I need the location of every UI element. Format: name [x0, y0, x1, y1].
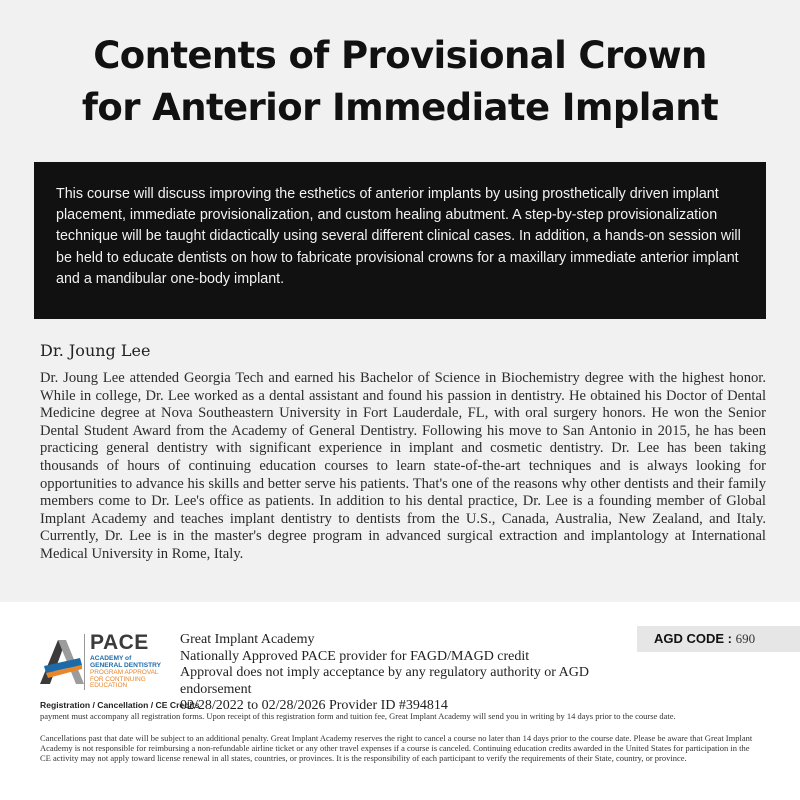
title-line-1: Contents of Provisional Crown	[93, 34, 707, 77]
course-description-box	[34, 162, 766, 319]
pace-divider	[84, 634, 85, 690]
agd-code-label: AGD CODE :	[654, 631, 732, 646]
provider-name: Great Implant Academy	[180, 632, 315, 647]
agd-code-badge	[637, 626, 800, 652]
registration-paragraph-1: payment must accompany all registration forms. Upon receipt of this registration form and tuition fee, Great Implant Academy will send you in writing by 14 days prior to the course date.	[40, 711, 676, 721]
pace-logo	[40, 631, 170, 696]
provider-info	[180, 632, 640, 715]
provider-dates: 02/28/2022 to 02/28/2026 Provider ID #394814	[180, 698, 448, 713]
title-line-2: for Anterior Immediate Implant	[81, 86, 719, 129]
instructor-name: Dr. Joung Lee	[40, 341, 151, 360]
registration-heading: Registration / Cancellation / CE Credits	[40, 700, 200, 710]
page-title	[0, 30, 800, 134]
registration-paragraph-2: Cancellations past that date will be subject to an additional penalty. Great Implant Academy reserves the right to cancel a course no later than 14 days prior to the course date. Please be aware that Great Implant Academy is not responsible for reimbursing a non-refundable airline ticket or any other travel expenses if a course is canceled. Continuing education credits awarded in the United States for participation in the CE activity may not apply toward license renewal in all states, countries, or provinces. It is the responsibility of each participant to verify the requirements of their State, country, or province.	[40, 733, 753, 764]
instructor-bio: Dr. Joung Lee attended Georgia Tech and earned his Bachelor of Science in Biochemistry degree with the highest honor. While in college, Dr. Lee worked as a dental assistant and found his passion in dentistry. He obtained his Doctor of Dental Medicine degree at Nova Southeastern University in Fort Lauderdale, FL, with oral surgery honors. He won the Senior Dental Student Award from the Academy of General Dentistry. Following his move to San Antonio in 2015, he has been practicing general dentistry with significant experience in implant and cosmetic dentistry. Dr. Lee has been taking thousands of hours of continuing education courses to learn state-of-the-art techniques and is always looking for opportunities to advance his skills and better serve his patients. That's one of the reasons why other dentists and their family members come to Dr. Lee's office as patients. In addition to his dental practice, Dr. Lee is a founding member of Global Implant Academy and teaches implant dentistry to dentists from the U.S., Canada, Australia, New Zealand, and Italy. Currently, Dr. Lee is in the master's degree program in advanced surgical extraction and implantology at International Medical University in Rome, Italy.	[40, 370, 766, 562]
pace-program-line: PROGRAM APPROVAL FOR CONTINUING EDUCATION	[90, 669, 159, 690]
pace-dentistry-line: GENERAL DENTISTRY	[90, 662, 162, 669]
agd-code-value: 690	[735, 631, 756, 646]
course-description: This course will discuss improving the esthetics of anterior implants by using prosthetically driven implant placement, immediate provisionalization, and custom healing abutment. A step-by-step provisionalization technique will be taught didactically using several different clinical cases. In addition, a hands-on session will be held to educate dentists on how to fabricate provisional crowns for a maxillary immediate anterior implant and a mandibular one-body implant.	[56, 186, 741, 287]
provider-approval: Nationally Approved PACE provider for FAGD/MAGD credit	[180, 648, 530, 664]
pace-wordmark: PACE	[90, 631, 149, 654]
pace-academy-line: ACADEMY of	[90, 655, 132, 662]
provider-disclaimer: Approval does not imply acceptance by any regulatory authority or AGD endorsement	[180, 665, 589, 697]
pace-a-mark-icon	[40, 638, 84, 688]
